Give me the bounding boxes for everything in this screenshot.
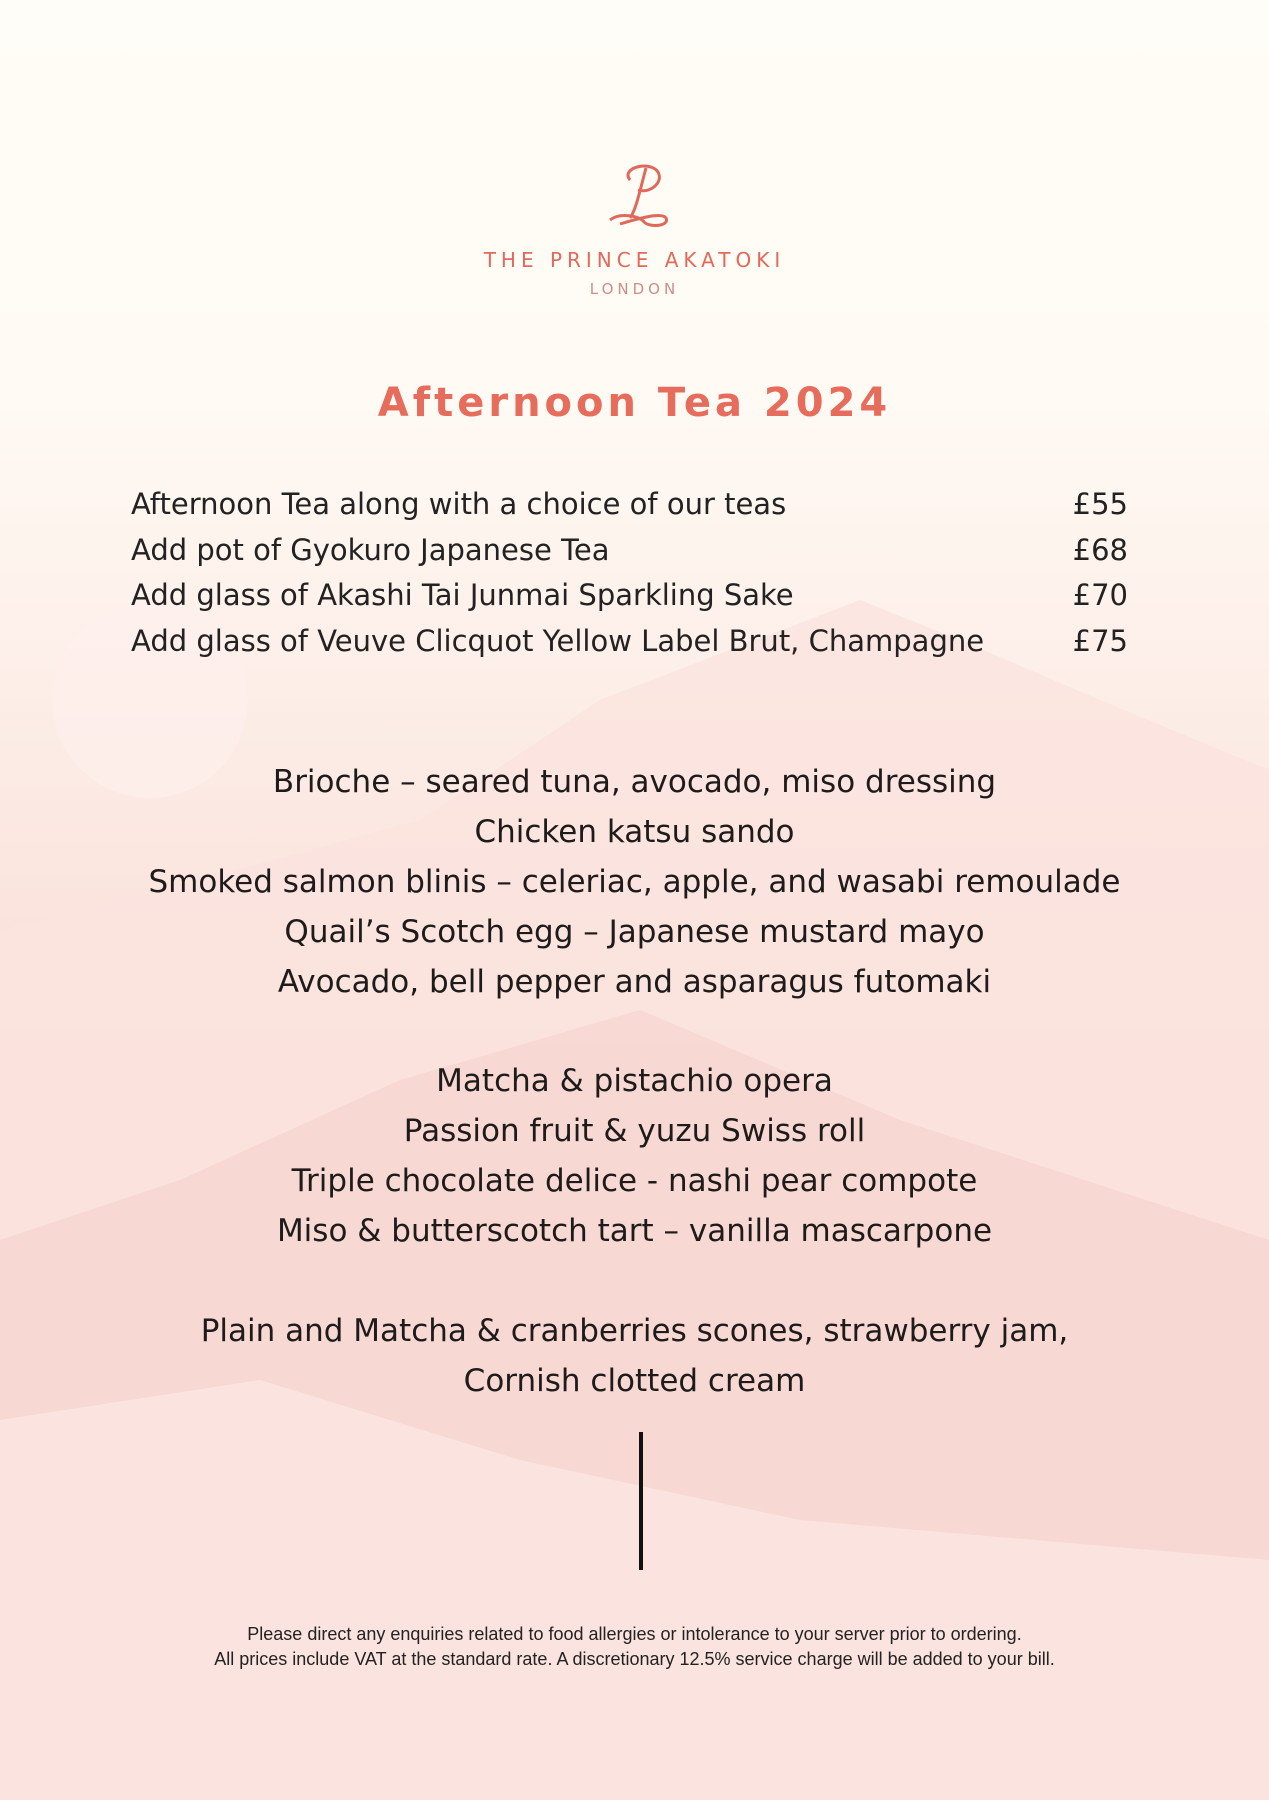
savoury-section: [0, 757, 1269, 1007]
price-value: £70: [1072, 578, 1128, 612]
price-row: [131, 619, 1128, 665]
menu-item: Matcha & pistachio opera: [436, 1063, 833, 1099]
price-value: £68: [1072, 532, 1128, 567]
brand-city: LONDON: [589, 280, 680, 298]
page-title: Afternoon Tea 2024: [377, 380, 892, 426]
menu-item: Passion fruit & yuzu Swiss roll: [403, 1113, 866, 1149]
menu-item: Brioche – seared tuna, avocado, miso dressing: [272, 764, 997, 800]
price-item: Add glass of Akashi Tai Junmai Sparkling Sake: [131, 578, 794, 612]
menu-item: Plain and Matcha & cranberries scones, strawberry jam,: [200, 1313, 1069, 1349]
footer-line: Please direct any enquiries related to food allergies or intolerance to your server prior to ordering.: [247, 1624, 1022, 1644]
price-row: [131, 528, 1128, 574]
menu-item: Avocado, bell pepper and asparagus futomaki: [277, 964, 992, 1000]
menu-item: Smoked salmon blinis – celeriac, apple, and wasabi remoulade: [148, 864, 1121, 900]
price-item: Afternoon Tea along with a choice of our teas: [131, 487, 787, 521]
price-value: £75: [1072, 623, 1128, 658]
price-row: [131, 482, 1128, 528]
scones-section: [0, 1306, 1269, 1406]
price-row: [131, 573, 1128, 619]
vertical-divider: [639, 1432, 643, 1570]
sweet-section: [0, 1056, 1269, 1256]
menu-item: Miso & butterscotch tart – vanilla mascarpone: [276, 1213, 993, 1249]
price-value: £55: [1072, 487, 1128, 521]
menu-item: Cornish clotted cream: [463, 1363, 806, 1399]
price-list: [131, 482, 1128, 664]
menu-item: Triple chocolate delice - nashi pear compote: [291, 1163, 978, 1199]
brand-name: THE PRINCE AKATOKI: [483, 248, 786, 272]
price-item: Add glass of Veuve Clicquot Yellow Label Brut, Champagne: [131, 623, 985, 658]
price-item: Add pot of Gyokuro Japanese Tea: [131, 532, 610, 567]
footer-notes: [0, 1622, 1269, 1672]
menu-item: Chicken katsu sando: [474, 814, 795, 850]
footer-line: All prices include VAT at the standard rate. A discretionary 12.5% service charge will be added to your bill.: [214, 1649, 1055, 1669]
monogram-logo-icon: [600, 160, 680, 230]
menu-item: Quail’s Scotch egg – Japanese mustard mayo: [284, 914, 985, 950]
